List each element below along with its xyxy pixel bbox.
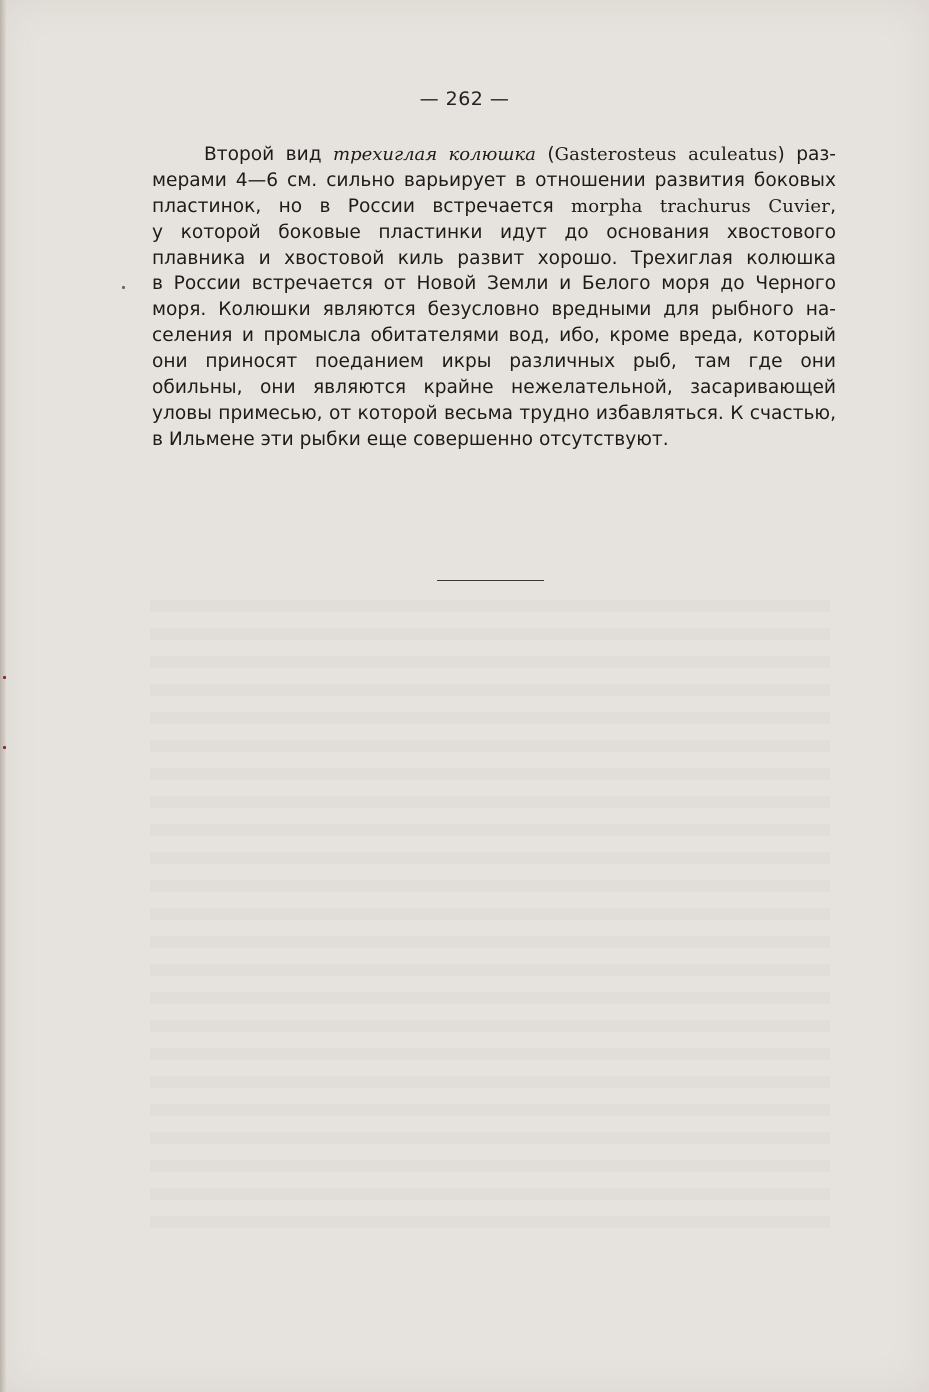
paragraph-line xyxy=(152,194,836,220)
paragraph xyxy=(152,142,836,453)
text-run: в Ильмене эти рыбки еще совершенно отсутствуют. xyxy=(152,428,669,450)
text-run: у которой боковые пластинки идут до основания хвостового xyxy=(152,221,836,243)
paragraph-line xyxy=(152,297,836,323)
text-run: уловы примесью, от которой весьма трудно избавляться. К счастью, xyxy=(152,402,836,424)
text-run: ) раз- xyxy=(777,144,836,165)
paragraph-line xyxy=(152,401,836,427)
text-run: моря. Колюшки являются безусловно вредными для рыбного на- xyxy=(152,299,836,321)
species-name-latin: Gasterosteus aculeatus xyxy=(554,144,778,165)
paragraph-line xyxy=(152,246,836,272)
bleed-through-texture xyxy=(150,600,830,1240)
paragraph-line xyxy=(152,323,836,349)
paragraph-line xyxy=(152,220,836,246)
page-number: — 262 — xyxy=(419,88,510,110)
section-divider xyxy=(437,580,544,581)
paragraph-line xyxy=(152,375,836,401)
morpha-name-latin: morpha trachurus Cuvier xyxy=(570,195,831,217)
text-run: селения и промысла обитателями вод, ибо, кроме вреда, который xyxy=(152,325,836,347)
text-run: Второй вид xyxy=(204,144,334,165)
text-run: плавника и хвостовой киль развит хорошо. Трехиглая колюшка xyxy=(152,247,836,269)
paragraph-line xyxy=(152,168,836,194)
paragraph-line xyxy=(152,349,836,375)
text-run: ( xyxy=(535,144,555,165)
paragraph-line xyxy=(152,271,836,297)
species-name-russian: трехиглая колюшка xyxy=(333,144,536,165)
page-edge-shadow xyxy=(0,0,6,1392)
print-speck xyxy=(122,286,125,289)
print-speck xyxy=(3,676,6,679)
print-speck xyxy=(3,746,6,749)
text-run: обильны, они являются крайне нежелательной, засаривающей xyxy=(152,377,836,399)
text-run: , xyxy=(830,195,836,217)
text-run: в России встречается от Новой Земли и Белого моря до Черного xyxy=(152,273,836,295)
text-run: они приносят поеданием икры различных рыб, там где они xyxy=(152,351,836,373)
text-run: мерами 4—6 см. сильно варьирует в отношении развития боковых xyxy=(152,169,836,191)
paragraph-line xyxy=(152,427,836,453)
text-run: пластинок, но в России встречается xyxy=(152,195,571,217)
paragraph-line xyxy=(152,142,836,168)
